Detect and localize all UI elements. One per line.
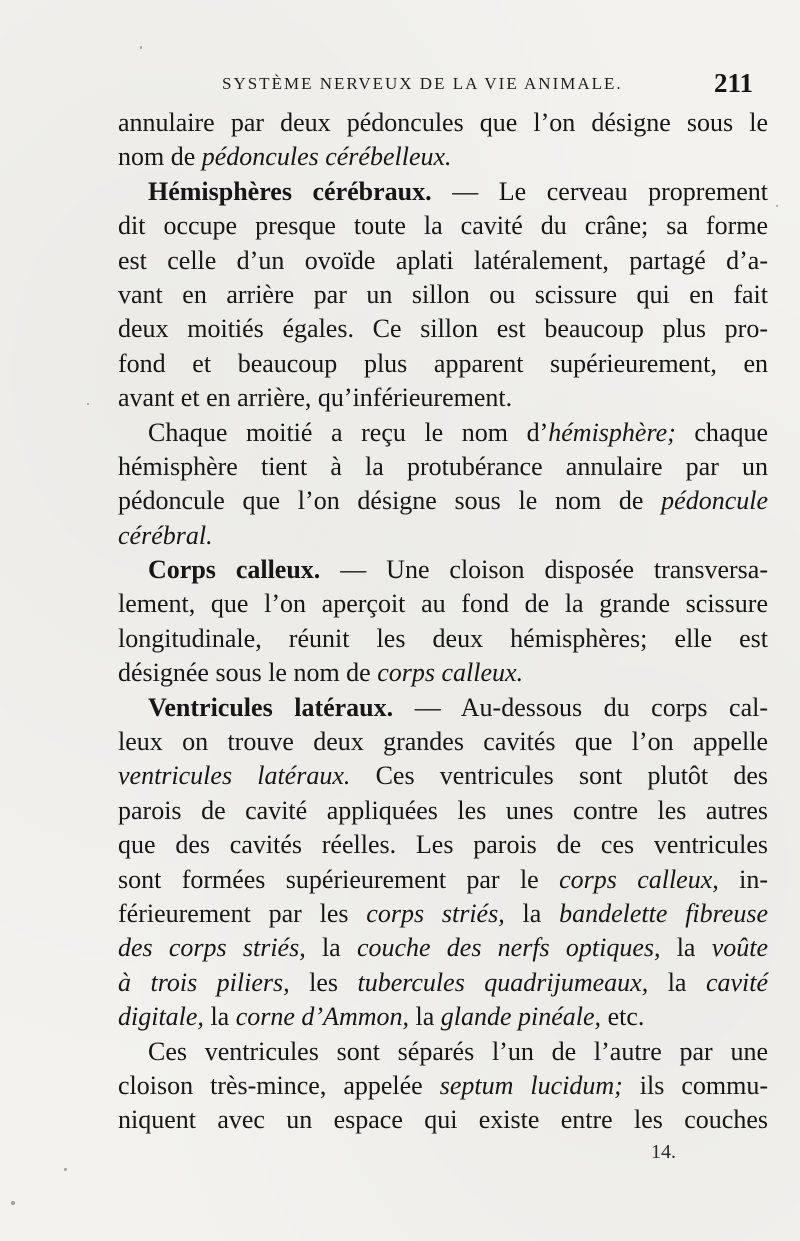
text-line xyxy=(118,312,768,346)
italic-term: digitale, xyxy=(118,1002,204,1032)
italic-term: septum lucidum; xyxy=(439,1070,623,1100)
text-line xyxy=(118,519,768,553)
text-run: Ces ventricules sont plutôt des xyxy=(350,761,768,791)
text-line xyxy=(118,931,768,965)
text-line xyxy=(118,347,768,381)
text-line xyxy=(118,1035,768,1069)
italic-term: couche des nerfs optiques, xyxy=(356,933,661,963)
text-run: avant et en arrière, qu’inférieurement. xyxy=(118,383,513,413)
text-run: — Au-dessous du corps cal- xyxy=(393,692,768,722)
text-run: dit occupe presque toute la cavité du crâne; sa forme xyxy=(118,211,768,241)
paper-speck xyxy=(64,1168,67,1171)
italic-term: ventricules latéraux. xyxy=(118,761,351,791)
text-run: sont formées supérieurement par le xyxy=(118,864,560,894)
text-line xyxy=(118,278,768,312)
text-line xyxy=(118,794,768,828)
text-line xyxy=(118,622,768,656)
text-run: cloison très-mince, appelée xyxy=(118,1070,440,1100)
text-line xyxy=(118,656,768,690)
paper-speck xyxy=(140,46,142,49)
text-run: désignée sous le nom de xyxy=(118,658,378,688)
italic-term: tubercules quadrijumeaux, xyxy=(357,967,649,997)
text-run: ils commu- xyxy=(622,1070,768,1100)
text-line xyxy=(118,209,768,243)
text-run: nom de xyxy=(118,142,202,172)
text-run: Ces ventricules sont séparés l’un de l’autre par une xyxy=(148,1036,768,1066)
text-run: la xyxy=(504,898,560,928)
text-run: fond et beaucoup plus apparent supérieurement, en xyxy=(118,348,768,378)
text-line xyxy=(118,759,768,793)
text-run: — Le cerveau proprement xyxy=(431,176,768,206)
body-text xyxy=(118,106,768,1138)
text-run: hémisphère tient à la protubérance annulaire par un xyxy=(118,451,768,481)
italic-term: corps striés, xyxy=(366,898,505,928)
italic-term: voûte xyxy=(711,933,769,963)
text-line xyxy=(118,175,768,209)
text-line xyxy=(118,691,768,725)
text-line xyxy=(118,897,768,931)
italic-term: cérébral. xyxy=(118,520,213,550)
text-run: est celle d’un ovoïde aplati latéralement, partagé d’a- xyxy=(118,245,768,275)
text-line xyxy=(118,863,768,897)
text-run: la xyxy=(305,933,357,963)
text-run: les xyxy=(289,967,358,997)
italic-term: des corps striés, xyxy=(118,933,306,963)
text-run: la xyxy=(203,1002,236,1032)
italic-term: corne d’Ammon, xyxy=(235,1002,409,1032)
text-run: vant en arrière par un sillon ou scissure qui en fait xyxy=(118,279,768,309)
section-heading: Ventricules latéraux. xyxy=(148,692,394,722)
text-run: la xyxy=(409,1002,441,1032)
text-line xyxy=(118,587,768,621)
text-line xyxy=(118,416,768,450)
text-run: parois de cavité appliquées les unes contre les autres xyxy=(118,795,768,825)
text-line xyxy=(118,725,768,759)
text-run: in- xyxy=(718,864,768,894)
text-run: lement, que l’on aperçoit au fond de la grande scissure xyxy=(118,589,768,619)
text-run: la xyxy=(648,967,706,997)
italic-term: bandelette fibreuse xyxy=(559,898,768,928)
text-run: que des cavités réelles. Les parois de ces ventricules xyxy=(118,830,768,860)
text-run: niquent avec un espace qui existe entre les couches xyxy=(118,1105,768,1135)
italic-term: corps calleux, xyxy=(559,864,719,894)
paper-speck xyxy=(776,205,778,207)
text-run: férieurement par les xyxy=(118,898,367,928)
text-run: annulaire par deux pédoncules que l’on désigne sous le xyxy=(118,108,768,137)
italic-term: corps calleux. xyxy=(377,658,524,688)
text-line xyxy=(118,966,768,1000)
text-line xyxy=(118,140,768,174)
paper-speck xyxy=(11,1201,15,1205)
running-head xyxy=(0,68,800,102)
text-run: chaque xyxy=(675,417,769,447)
text-run: pédoncule que l’on désigne sous le nom de xyxy=(118,486,662,516)
text-run: — Une cloison disposée transversa- xyxy=(320,555,768,585)
text-line xyxy=(118,828,768,862)
italic-term: à trois piliers, xyxy=(118,967,290,997)
page-number: 211 xyxy=(714,68,754,98)
text-line xyxy=(118,244,768,278)
section-heading: Hémisphères cérébraux. xyxy=(148,176,432,206)
italic-term: hémisphère; xyxy=(548,417,676,447)
italic-term: glande pinéale, xyxy=(440,1002,602,1032)
italic-term: pédoncule xyxy=(661,486,768,516)
text-line xyxy=(118,450,768,484)
text-line xyxy=(118,381,768,415)
italic-term: cavité xyxy=(705,967,769,997)
italic-term: pédoncules cérébelleux. xyxy=(201,142,452,172)
text-line xyxy=(118,553,768,587)
text-run: etc. xyxy=(601,1002,645,1032)
text-run: deux moitiés égales. Ce sillon est beaucoup plus pro- xyxy=(118,314,768,344)
text-line xyxy=(118,1069,768,1103)
text-run: leux on trouve deux grandes cavités que l’on appelle xyxy=(118,727,768,757)
paper-speck xyxy=(87,403,89,405)
signature-mark: 14. xyxy=(651,1141,676,1163)
text-line xyxy=(118,484,768,518)
text-line xyxy=(118,106,768,140)
text-line xyxy=(118,1103,768,1137)
text-line xyxy=(118,1000,768,1034)
section-heading: Corps calleux. xyxy=(148,555,321,585)
running-title: SYSTÈME NERVEUX DE LA VIE ANIMALE. xyxy=(222,74,623,93)
text-run: la xyxy=(660,933,712,963)
text-run: Chaque moitié a reçu le nom d’ xyxy=(148,417,549,447)
text-run: longitudinale, réunit les deux hémisphères; elle est xyxy=(118,623,768,653)
